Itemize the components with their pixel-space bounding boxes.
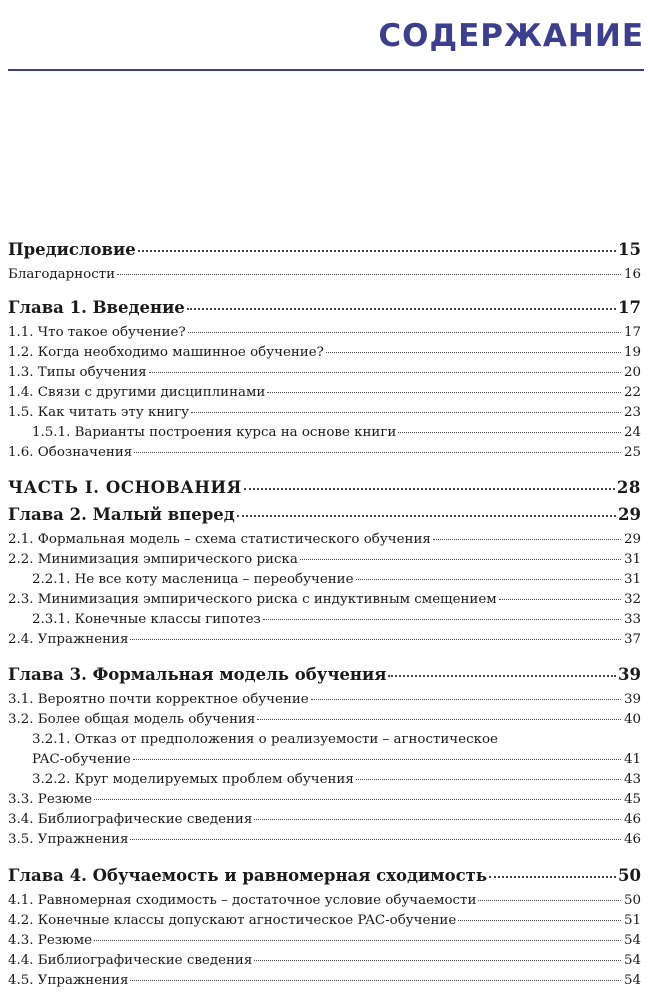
- toc-leader: [356, 579, 621, 580]
- toc-section[interactable]: [8, 552, 641, 567]
- toc-page-number: 54: [623, 933, 641, 948]
- toc-page-number: 28: [616, 478, 641, 497]
- toc-page-number: 45: [623, 792, 641, 807]
- toc-chapter[interactable]: [8, 240, 641, 259]
- toc-leader: [130, 639, 621, 640]
- toc-entry-title: 1.1. Что такое обучение?: [8, 325, 186, 340]
- toc-page-number: 50: [623, 893, 641, 908]
- toc-leader: [94, 799, 621, 800]
- toc-subsection[interactable]: [8, 612, 641, 627]
- toc-leader: [188, 332, 621, 333]
- toc-section[interactable]: [8, 267, 641, 282]
- toc-leader: [244, 488, 615, 490]
- toc-page-number: 33: [623, 612, 641, 627]
- toc-page-number: 20: [623, 365, 641, 380]
- toc-entry-title: 1.5. Как читать эту книгу: [8, 405, 190, 420]
- toc-page-number: 31: [623, 552, 641, 567]
- toc-section[interactable]: [8, 692, 641, 707]
- toc-page-number: 54: [623, 973, 641, 988]
- toc-section[interactable]: [8, 592, 641, 607]
- toc-subsection[interactable]: [8, 732, 641, 747]
- toc-entry-title: 4.3. Резюме: [8, 933, 93, 948]
- toc-leader: [191, 412, 621, 413]
- toc-subsection-continued[interactable]: [8, 752, 641, 767]
- toc-page-number: 32: [623, 592, 641, 607]
- toc-section[interactable]: [8, 933, 641, 948]
- toc-entry-title: 1.2. Когда необходимо машинное обучение?: [8, 345, 324, 360]
- toc-entry-title: 1.6. Обозначения: [8, 445, 133, 460]
- toc-entry-title: 3.2.2. Круг моделируемых проблем обучения: [32, 772, 354, 787]
- toc-page-number: 29: [618, 505, 641, 524]
- toc-section[interactable]: [8, 385, 641, 400]
- toc-entry-title: 2.1. Формальная модель – схема статистического обучения: [8, 532, 431, 547]
- toc-leader: [149, 372, 621, 373]
- toc-entry-title: Глава 4. Обучаемость и равномерная сходимость: [8, 866, 488, 885]
- toc-page-number: 40: [623, 712, 641, 727]
- toc-page-number: 19: [623, 345, 641, 360]
- toc-chapter[interactable]: [8, 866, 641, 885]
- toc-section[interactable]: [8, 405, 641, 420]
- toc-chapter[interactable]: [8, 505, 641, 524]
- toc-section[interactable]: [8, 812, 641, 827]
- toc-page-number: 37: [623, 632, 641, 647]
- toc-entry-title: 1.3. Типы обучения: [8, 365, 147, 380]
- toc-entry-title: 3.3. Резюме: [8, 792, 93, 807]
- toc-entry-title: Глава 2. Малый вперед: [8, 505, 235, 524]
- toc-leader: [237, 515, 616, 517]
- toc-section[interactable]: [8, 365, 641, 380]
- toc-page-number: 50: [618, 866, 641, 885]
- toc-entry-title: PAC-обучение: [32, 752, 131, 767]
- toc-entry-title: 3.5. Упражнения: [8, 832, 129, 847]
- toc-subsection[interactable]: [8, 772, 641, 787]
- toc-entry-title: 4.5. Упражнения: [8, 973, 129, 988]
- toc-leader: [133, 759, 621, 760]
- toc-entry-title: 3.2. Более общая модель обучения: [8, 712, 256, 727]
- toc-leader: [458, 920, 621, 921]
- toc-page-number: 54: [623, 953, 641, 968]
- toc-entry-title: 1.4. Связи с другими дисциплинами: [8, 385, 266, 400]
- toc-page-number: 51: [623, 913, 641, 928]
- toc-page-number: 39: [623, 692, 641, 707]
- toc-page-number: 46: [623, 832, 641, 847]
- toc-leader: [130, 980, 621, 981]
- toc-leader: [267, 392, 621, 393]
- toc-leader: [187, 308, 616, 310]
- toc-page-number: 46: [623, 812, 641, 827]
- toc-section[interactable]: [8, 712, 641, 727]
- toc-entry-title: Предисловие: [8, 240, 136, 259]
- toc-page-number: 39: [618, 665, 641, 684]
- toc-chapter[interactable]: [8, 298, 641, 317]
- toc-leader: [254, 960, 621, 961]
- toc-leader: [356, 779, 621, 780]
- toc-leader: [499, 599, 621, 600]
- toc-page-number: 31: [623, 572, 641, 587]
- toc-leader: [300, 559, 621, 560]
- toc-section[interactable]: [8, 445, 641, 460]
- toc-page-number: 22: [623, 385, 641, 400]
- toc-entry-title: 2.3. Минимизация эмпирического риска с индуктивным смещением: [8, 592, 497, 607]
- page-title: СОДЕРЖАНИЕ: [378, 18, 644, 54]
- toc-leader: [263, 619, 621, 620]
- toc-entry-title: 2.3.1. Конечные классы гипотез: [32, 612, 261, 627]
- toc-entry-title: Глава 1. Введение: [8, 298, 185, 317]
- toc-leader: [254, 819, 621, 820]
- toc-leader: [311, 699, 621, 700]
- toc-section[interactable]: [8, 973, 641, 988]
- toc-entry-title: Благодарности: [8, 267, 116, 282]
- toc-entry-title: 4.4. Библиографические сведения: [8, 953, 253, 968]
- toc-leader: [134, 452, 621, 453]
- toc-leader: [478, 900, 621, 901]
- toc-entry-title: 4.2. Конечные классы допускают агностическое PAC-обучение: [8, 913, 457, 928]
- toc-leader: [489, 876, 616, 878]
- toc-entry-title: ЧАСТЬ I. ОСНОВАНИЯ: [8, 478, 242, 497]
- toc-entry-title: 2.4. Упражнения: [8, 632, 129, 647]
- toc-page-number: 25: [623, 445, 641, 460]
- toc-page-number: 17: [618, 298, 641, 317]
- toc-section[interactable]: [8, 345, 641, 360]
- toc-page-number: 17: [623, 325, 641, 340]
- toc-entry-title: 2.2.1. Не все коту масленица – переобучение: [32, 572, 354, 587]
- toc-page-number: 29: [623, 532, 641, 547]
- toc-section[interactable]: [8, 953, 641, 968]
- toc-leader: [257, 719, 621, 720]
- toc-entry-title: 3.1. Вероятно почти корректное обучение: [8, 692, 309, 707]
- toc-entry-title: Глава 3. Формальная модель обучения: [8, 665, 387, 684]
- toc-leader: [398, 432, 621, 433]
- toc-leader: [388, 675, 616, 677]
- toc-page-number: 15: [618, 240, 641, 259]
- toc-subsection[interactable]: [8, 572, 641, 587]
- toc-page-number: 23: [623, 405, 641, 420]
- toc-leader: [94, 940, 621, 941]
- toc-leader: [117, 274, 621, 275]
- toc-section[interactable]: [8, 325, 641, 340]
- toc-leader: [433, 539, 621, 540]
- toc-entry-title: 3.4. Библиографические сведения: [8, 812, 253, 827]
- toc-section[interactable]: [8, 832, 641, 847]
- toc-entry-title: 4.1. Равномерная сходимость – достаточное условие обучаемости: [8, 893, 477, 908]
- toc-part[interactable]: [8, 478, 641, 497]
- toc-entry-title: 1.5.1. Варианты построения курса на основе книги: [32, 425, 397, 440]
- title-rule: [8, 69, 644, 71]
- toc-page-number: 43: [623, 772, 641, 787]
- toc-section[interactable]: [8, 792, 641, 807]
- toc-page-number: 16: [623, 267, 641, 282]
- toc-leader: [326, 352, 621, 353]
- toc-subsection[interactable]: [8, 425, 641, 440]
- toc-chapter[interactable]: [8, 665, 641, 684]
- toc-entry-title: 2.2. Минимизация эмпирического риска: [8, 552, 298, 567]
- toc-leader: [138, 250, 616, 252]
- toc-entry-title: 3.2.1. Отказ от предположения о реализуемости – агностическое: [32, 732, 498, 747]
- toc-leader: [130, 839, 621, 840]
- toc-section[interactable]: [8, 913, 641, 928]
- toc-section[interactable]: [8, 893, 641, 908]
- toc-section[interactable]: [8, 632, 641, 647]
- toc-page-number: 41: [623, 752, 641, 767]
- toc-page-number: 24: [623, 425, 641, 440]
- toc-section[interactable]: [8, 532, 641, 547]
